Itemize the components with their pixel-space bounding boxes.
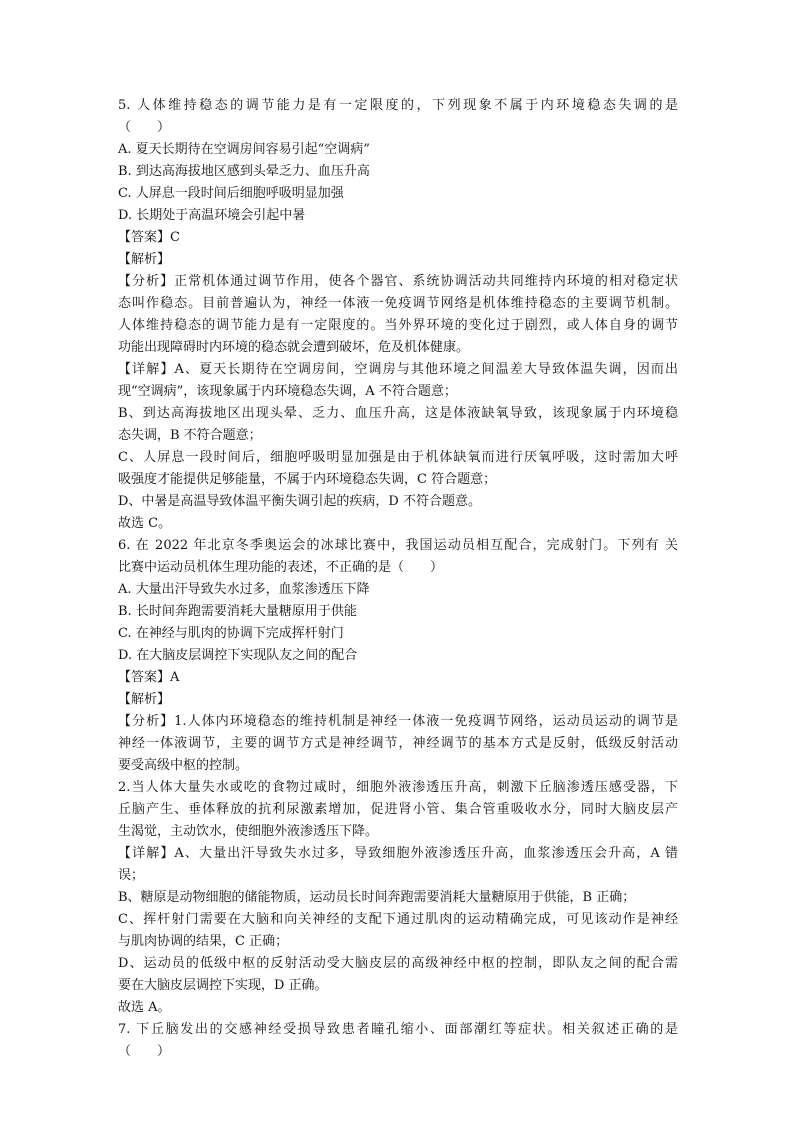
document-page xyxy=(118,95,678,1063)
q5-option-b: B. 到达高海拔地区感到头晕乏力、血压升高 xyxy=(118,164,370,179)
q6-xiangjie-line: 要在大脑皮层调控下实现，D 正确。 xyxy=(118,978,328,993)
q6-fenxi-line: 神经一体液调节，主要的调节方式是神经调节，神经调节的基本方式是反射，低级反射活动 xyxy=(118,736,678,751)
q6-option-c: C. 在神经与肌肉的协调下完成挥杆射门 xyxy=(118,626,344,641)
q5-option-c: C. 人屏息一段时间后细胞呼吸明显加强 xyxy=(118,186,344,201)
q6-fenxi-line: 丘脑产生、垂体释放的抗利尿激素增加，促进肾小管、集合管重吸收水分，同时大脑皮层产 xyxy=(118,802,678,817)
q5-stem-line-1: 5. 人体维持稳态的调节能力是有一定限度的，下列现象不属于内环境稳态失调的是 xyxy=(118,98,678,113)
q6-fenxi-line: 2.当人体大量失水或吃的食物过咸时，细胞外液渗透压升高，刺激下丘脑渗透压感受器，下 xyxy=(118,780,678,795)
q6-fenxi-line: 【分析】1.人体内环境稳态的维持机制是神经一体液一免疫调节网络，运动员运动的调节是 xyxy=(118,714,678,729)
q6-conclusion: 故选 A。 xyxy=(118,1000,171,1015)
q7-stem-line-2: （ ） xyxy=(118,1044,171,1059)
q6-option-b: B. 长时间奔跑需要消耗大量糖原用于供能 xyxy=(118,604,357,619)
q5-analysis-title: 【解析】 xyxy=(118,252,171,267)
q5-xiangjie-line: 态失调，B 不符合题意； xyxy=(118,428,262,443)
q6-xiangjie-line: C、挥杆射门需要在大脑和向关神经的支配下通过肌肉的运动精确完成，可见该动作是神经 xyxy=(118,912,678,927)
q7-stem-line-1: 7. 下丘脑发出的交感神经受损导致患者瞳孔缩小、面部潮红等症状。相关叙述正确的是 xyxy=(118,1022,678,1037)
question-7 xyxy=(118,1019,678,1063)
q5-xiangjie-line: 吸强度才能提供足够能量，不属于内环境稳态失调，C 符合题意； xyxy=(118,472,497,487)
q5-stem-line-2: （ ） xyxy=(118,120,171,135)
q6-stem-line-2: 比赛中运动员机体生理功能的表述，不正确的是（ ） xyxy=(118,560,444,575)
q6-xiangjie-line: 与肌肉协调的结果，C 正确； xyxy=(118,934,289,949)
q6-fenxi-line: 要受高级中枢的控制。 xyxy=(118,758,249,773)
q5-xiangjie-line: 【详解】A、夏天长期待在空调房间，空调房与其他环境之间温差大导致体温失调，因而出 xyxy=(118,362,678,377)
q5-answer: 【答案】C xyxy=(118,230,180,245)
question-6 xyxy=(118,535,678,1019)
q5-xiangjie-line: C、人屏息一段时间后，细胞呼吸明显加强是由于机体缺氧而进行厌氧呼吸，这时需加大呼 xyxy=(118,450,678,465)
q6-xiangjie-line: 误； xyxy=(118,868,145,883)
q6-xiangjie-line: 【详解】A、大量出汗导致失水过多，导致细胞外液渗透压升高，血浆渗透压会升高，A 错 xyxy=(118,846,678,861)
q5-fenxi-line: 功能出现障碍时内环境的稳态就会遭到破坏，危及机体健康。 xyxy=(118,340,470,355)
q5-option-a: A. 夏天长期待在空调房间容易引起“空调病” xyxy=(118,142,370,157)
q6-stem-line-1: 6. 在 2022 年北京冬季奥运会的冰球比赛中，我国运动员相互配合，完成射门。下列有 关 xyxy=(118,538,678,553)
q6-option-d: D. 在大脑皮层调控下实现队友之间的配合 xyxy=(118,648,358,663)
q6-fenxi-line: 生渴觉，主动饮水，使细胞外液渗透压下降。 xyxy=(118,824,379,839)
q5-option-d: D. 长期处于高温环境会引起中暑 xyxy=(118,208,306,223)
q5-fenxi-line: 态叫作稳态。目前普遍认为，神经一体液一免疫调节网络是机体维持稳态的主要调节机制。 xyxy=(118,296,678,311)
q5-xiangjie-line: B、到达高海拔地区出现头晕、乏力、血压升高，这是体液缺氧导致，该现象属于内环境稳 xyxy=(118,406,678,421)
q5-conclusion: 故选 C。 xyxy=(118,516,172,531)
q5-fenxi-line: 人体维持稳态的调节能力是有一定限度的。当外界环境的变化过于剧烈，或人体自身的调节 xyxy=(118,318,678,333)
q6-xiangjie-line: B、糖原是动物细胞的储能物质，运动员长时间奔跑需要消耗大量糖原用于供能，B 正确； xyxy=(118,890,636,905)
q6-option-a: A. 大量出汗导致失水过多，血浆渗透压下降 xyxy=(118,582,370,597)
q5-xiangjie-line: 现“空调病”，该现象属于内环境稳态失调，A 不符合题意； xyxy=(118,384,457,399)
q6-analysis-title: 【解析】 xyxy=(118,692,171,707)
question-5 xyxy=(118,95,678,535)
q5-xiangjie-line: D、中暑是高温导致体温平衡失调引起的疾病，D 不符合题意。 xyxy=(118,494,481,509)
q6-answer: 【答案】A xyxy=(118,670,180,685)
q5-fenxi-line: 【分析】正常机体通过调节作用，使各个器官、系统协调活动共同维持内环境的相对稳定状 xyxy=(118,274,678,289)
q6-xiangjie-line: D、运动员的低级中枢的反射活动受大脑皮层的高级神经中枢的控制，即队友之间的配合需 xyxy=(118,956,678,971)
